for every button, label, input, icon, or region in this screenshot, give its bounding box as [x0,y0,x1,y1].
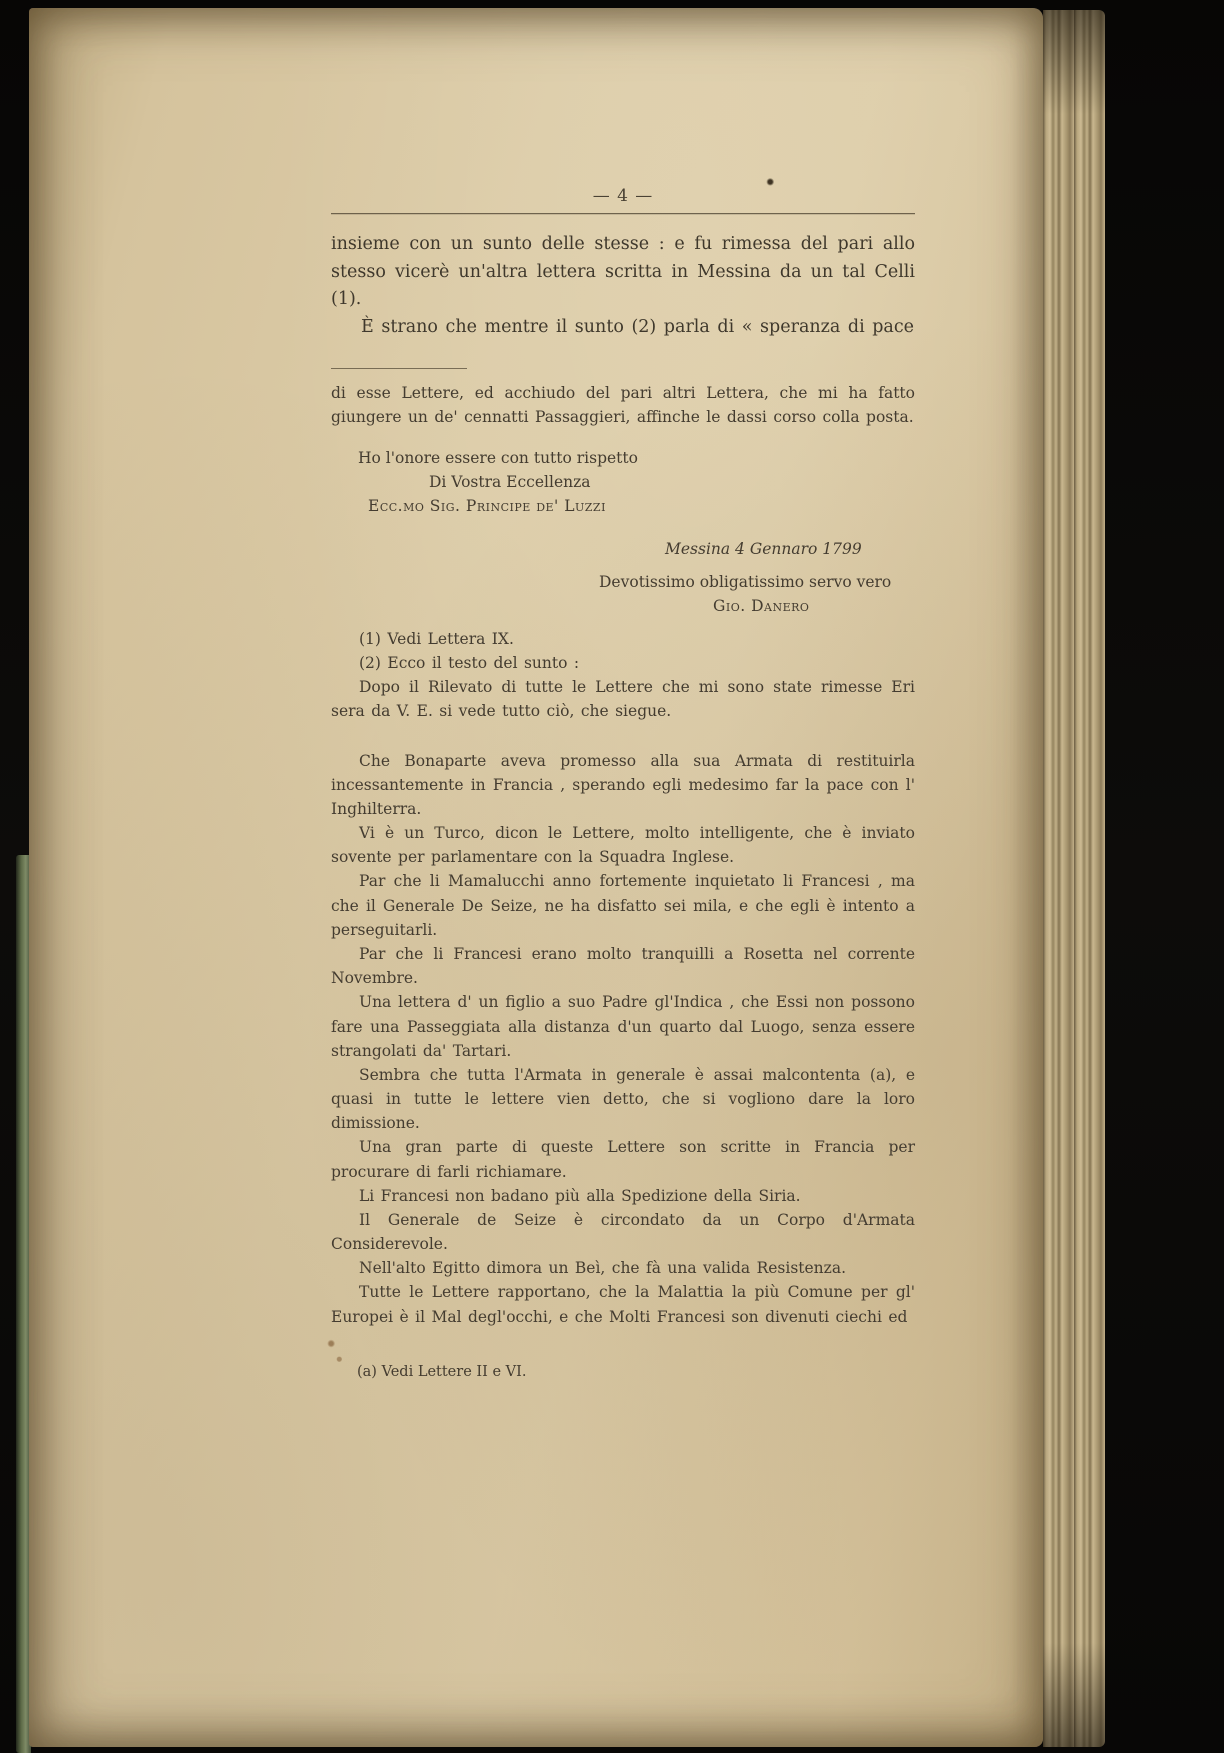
footnote-paragraph: di esse Lettere, ed acchiudo del pari altri Lettera, che mi ha fatto giungere un de' cennatti Passaggieri, affinche le dassi corso colla posta. [331,383,915,426]
summary-item: Nell'alto Egitto dimora un Beì, che fà una valida Resistenza. [359,1259,846,1278]
summary-item: Vi è un Turco, dicon le Lettere, molto intelligente, che è inviato sovente per parlamentare con la Squadra Inglese. [331,824,915,867]
letter-signature-name: Gio. Danero [713,596,810,615]
summary-item: Che Bonaparte aveva promesso alla sua Armata di restituirla incessantemente in Francia , sperando egli medesimo far la pace con l' Inghilterra. [331,751,915,818]
body-paragraph: È strano che mentre il sunto (2) parla di « speranza di pace [361,316,915,337]
letter-dateline: Messina 4 Gennaro 1799 [665,540,862,559]
summary-item: Una lettera d' un figlio a suo Padre gl'Indica , che Essi non possono fare una Passeggiata alla distanza d'un quarto dal Luogo, senza essere strangolati da' Tartari. [331,993,915,1060]
footnote-block [331,381,915,1384]
footnote-bottom-reference: (a) Vedi Lettere II e VI. [357,1363,527,1380]
letter-closing-line: Di Vostra Eccellenza [429,473,591,492]
summary-item: Li Francesi non badano più alla Spedizione della Siria. [359,1186,801,1205]
letter-closing-line: Ho l'onore essere con tutto rispetto [358,448,638,467]
letter-addressee: Ecc.mo Sig. Principe de' Luzzi [368,497,606,516]
page-content [331,186,915,1383]
body-paragraph: insieme con un sunto delle stesse : e fu rimessa del pari allo stesso vicerè un'altra lettera scritta in Messina da un tal Celli (1). [331,234,915,310]
footnote-paragraph: Dopo il Rilevato di tutte le Lettere che mi sono state rimesse Eri sera da V. E. si vede tutto ciò, che siegue. [331,678,915,721]
footnote-reference: (1) Vedi Lettera IX. [359,629,514,648]
summary-items [331,749,915,1329]
summary-item: Tutte le Lettere rapportano, che la Malattia la più Comune per gl' Europei è il Mal degl'occhi, e che Molti Francesi son divenuti ciechi ed [331,1283,915,1326]
summary-item: Sembra che tutta l'Armata in generale è assai malcontenta (a), e quasi in tutte le lettere vien detto, che si vogliono dare la loro dimissione. [331,1065,915,1133]
summary-item: Par che li Francesi erano molto tranquilli a Rosetta nel corrente Novembre. [331,945,915,988]
page-edges [1043,10,1105,1747]
summary-item: Una gran parte di queste Lettere son scritte in Francia per procurare di farli richiamare. [331,1138,915,1181]
letter-signature-line: Devotissimo obligatissimo servo vero [599,572,892,591]
book-page [29,8,1043,1747]
page-number: — 4 — [592,186,654,206]
footnote-references [331,627,915,724]
footnote-separator [331,368,467,369]
summary-item: Par che li Mamalucchi anno fortemente inquietato li Francesi , ma che il Generale De Seize, ne ha disfatto sei mila, e che egli è intento a perseguitarli. [331,872,915,939]
footnote-reference: (2) Ecco il testo del sunto : [359,654,580,673]
summary-item: Il Generale de Seize è circondato da un Corpo d'Armata Considerevole. [331,1210,915,1254]
header-rule [331,213,915,214]
